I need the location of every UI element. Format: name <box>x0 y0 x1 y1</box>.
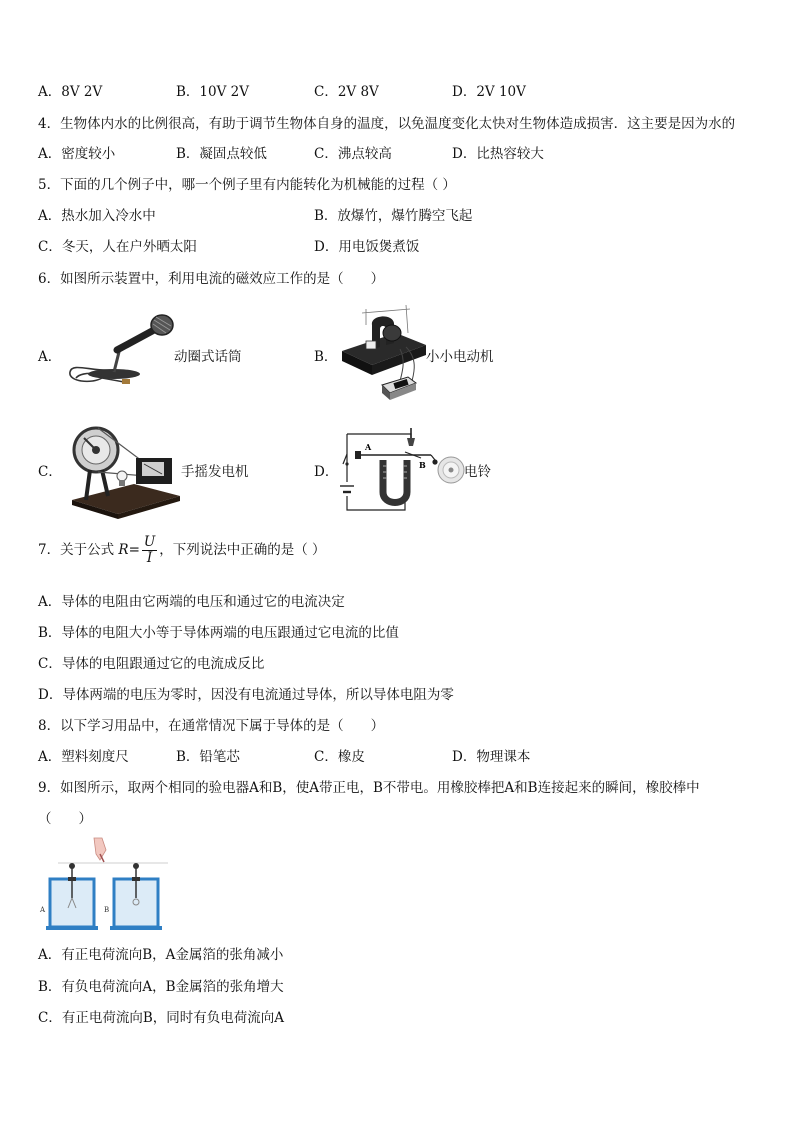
q3-option-b: B．10V 2V <box>176 84 249 100</box>
q9-option-c: C．有正电荷流向B，同时有负电荷流向A <box>38 1010 284 1026</box>
motor-icon <box>336 303 431 408</box>
q7-stem-prefix: 7．关于公式 <box>38 542 119 558</box>
q6-option-a-letter: A． <box>38 349 62 365</box>
q3-options <box>38 83 778 101</box>
q4-option-b: B．凝固点较低 <box>176 146 267 162</box>
q5-option-d: D．用电饭煲煮饭 <box>314 239 420 255</box>
q8-option-b: B．铅笔芯 <box>176 749 240 765</box>
q8-options <box>38 748 778 766</box>
q9-stem-line2: （ ） <box>38 811 92 827</box>
q4-option-a: A．密度较小 <box>38 146 116 162</box>
q6-option-d-caption: 电铃 <box>464 464 491 480</box>
q6-option-b-letter: B． <box>314 349 338 365</box>
q5-option-a: A．热水加入冷水中 <box>38 208 156 224</box>
q3-option-a: A．8V 2V <box>38 84 103 100</box>
q7-formula-fraction <box>142 535 157 566</box>
q7-formula-numerator: U <box>143 534 156 550</box>
q6-option-b-caption: 小小电动机 <box>426 349 494 365</box>
generator-figure <box>64 424 182 519</box>
electric-bell-icon <box>335 426 465 514</box>
q6-stem: 6．如图所示装置中，利用电流的磁效应工作的是（ ） <box>38 271 385 287</box>
q6-option-c-caption: 手摇发电机 <box>181 464 249 480</box>
q5-stem: 5．下面的几个例子中，哪一个例子里有内能转化为机械能的过程（ ） <box>38 177 456 193</box>
electroscope-label-b: B <box>104 906 110 914</box>
q7-option-d: D．导体两端的电压为零时，因没有电流通过导体，所以导体电阻为零 <box>38 687 454 703</box>
q4-stem: 4．生物体内水的比例很高，有助于调节生物体自身的温度，以免温度变化太快对生物体造成损害．这主要是因为水的 <box>38 116 736 132</box>
q6-option-d-letter: D． <box>314 464 339 480</box>
q9-option-b: B．有负电荷流向A，B金属箔的张角增大 <box>38 979 284 995</box>
electroscopes-figure <box>38 836 168 936</box>
q7-stem <box>38 532 326 568</box>
microphone-figure <box>62 312 177 387</box>
q3-option-d: D．2V 10V <box>452 84 526 100</box>
q9-stem-line1: 9．如图所示，取两个相同的验电器A和B，使A带正电，B不带电。用橡胶棒把A和B连接起来的瞬间，橡胶棒中 <box>38 780 700 796</box>
q5-option-c: C．冬天，人在户外晒太阳 <box>38 239 197 255</box>
motor-figure <box>336 303 431 408</box>
q8-stem: 8．以下学习用品中，在通常情况下属于导体的是（ ） <box>38 718 385 734</box>
q7-option-a: A．导体的电阻由它两端的电压和通过它的电流决定 <box>38 594 345 610</box>
electric-bell-figure <box>335 426 465 514</box>
q7-option-c: C．导体的电阻跟通过它的电流成反比 <box>38 656 265 672</box>
q6-option-a-caption: 动圈式话筒 <box>174 349 242 365</box>
q6-option-c-letter: C． <box>38 464 62 480</box>
q9-option-a: A．有正电荷流向B，A金属箔的张角减小 <box>38 947 284 963</box>
q7-formula-lhs: R <box>118 542 129 558</box>
q7-stem-suffix: ，下列说法中正确的是（ ） <box>159 542 326 558</box>
bell-label-a: A <box>365 442 372 452</box>
q8-option-c: C．橡皮 <box>314 749 365 765</box>
electroscope-label-a: A <box>40 906 46 914</box>
q3-option-c: C．2V 8V <box>314 84 379 100</box>
q4-option-d: D．比热容较大 <box>452 146 544 162</box>
q7-option-b: B．导体的电阻大小等于导体两端的电压跟通过它电流的比值 <box>38 625 399 641</box>
q8-option-d: D．物理课本 <box>452 749 531 765</box>
q7-formula-denominator: I <box>146 550 153 566</box>
q8-option-a: A．塑料刻度尺 <box>38 749 129 765</box>
generator-icon <box>64 424 182 519</box>
q5-option-b: B．放爆竹，爆竹腾空飞起 <box>314 208 473 224</box>
q4-options <box>38 145 778 163</box>
electroscope-icon <box>38 836 168 936</box>
q7-formula-eq: = <box>128 542 140 558</box>
bell-label-b: B <box>419 460 426 470</box>
q4-option-c: C．沸点较高 <box>314 146 392 162</box>
microphone-icon <box>62 312 177 387</box>
